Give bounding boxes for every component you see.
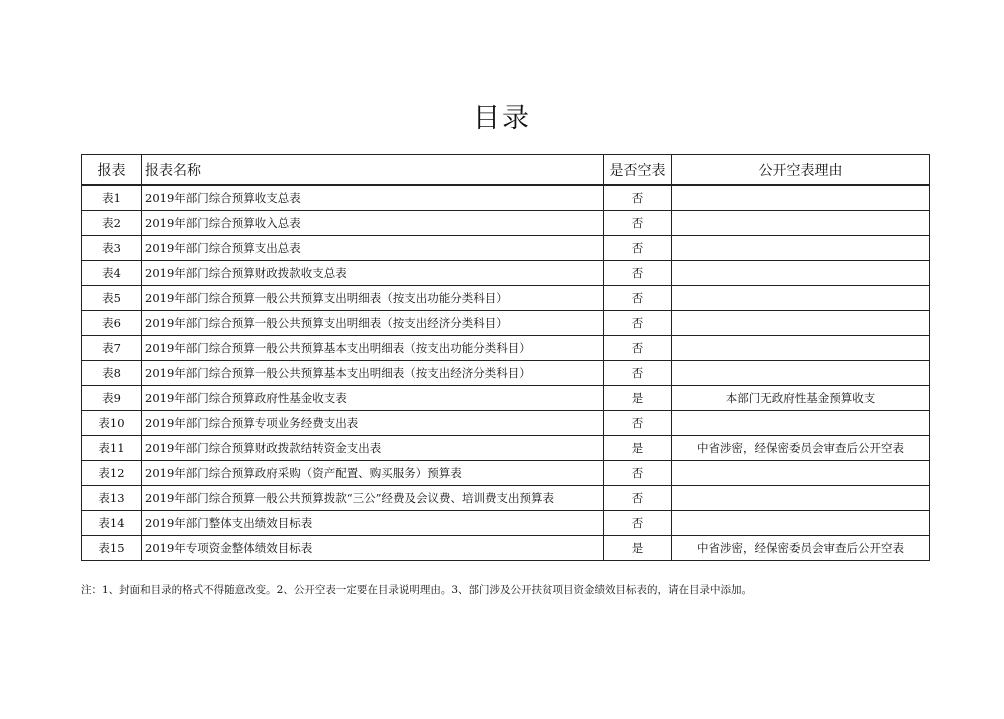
cell-empty-reason: 中省涉密，经保密委员会审查后公开空表: [672, 536, 930, 561]
cell-report-name: 2019年部门综合预算财政拨款结转资金支出表: [142, 436, 604, 461]
cell-report-name: 2019年部门综合预算专项业务经费支出表: [142, 411, 604, 436]
cell-report-no: 表11: [82, 436, 142, 461]
cell-report-name: 2019年部门综合预算财政拨款收支总表: [142, 261, 604, 286]
table-row: [82, 536, 930, 561]
cell-is-empty: 否: [604, 286, 672, 311]
cell-report-no: 表6: [82, 311, 142, 336]
cell-is-empty: 否: [604, 361, 672, 386]
footnote: 注：1、封面和目录的格式不得随意改变。2、公开空表一定要在目录说明理由。3、部门涉及公开扶贫项目资金绩效目标表的，请在目录中添加。: [81, 584, 753, 596]
cell-is-empty: 否: [604, 486, 672, 511]
cell-is-empty: 否: [604, 211, 672, 236]
cell-empty-reason: [672, 211, 930, 236]
cell-report-no: 表8: [82, 361, 142, 386]
table-header-row: [82, 155, 930, 186]
cell-empty-reason: 中省涉密，经保密委员会审查后公开空表: [672, 436, 930, 461]
table-row: [82, 411, 930, 436]
header-report-name: 报表名称: [142, 155, 604, 186]
cell-empty-reason: [672, 486, 930, 511]
table-row: [82, 211, 930, 236]
cell-report-no: 表7: [82, 336, 142, 361]
cell-is-empty: 否: [604, 185, 672, 211]
cell-empty-reason: [672, 261, 930, 286]
table-row: [82, 486, 930, 511]
cell-report-name: 2019年部门综合预算一般公共预算拨款“三公”经费及会议费、培训费支出预算表: [142, 486, 604, 511]
cell-report-no: 表10: [82, 411, 142, 436]
cell-empty-reason: 本部门无政府性基金预算收支: [672, 386, 930, 411]
table-row: [82, 461, 930, 486]
cell-report-name: 2019年部门综合预算政府采购（资产配置、购买服务）预算表: [142, 461, 604, 486]
table-row: [82, 386, 930, 411]
cell-empty-reason: [672, 411, 930, 436]
cell-empty-reason: [672, 185, 930, 211]
cell-is-empty: 否: [604, 336, 672, 361]
cell-report-name: 2019年部门综合预算支出总表: [142, 236, 604, 261]
cell-is-empty: 是: [604, 536, 672, 561]
cell-report-no: 表15: [82, 536, 142, 561]
cell-empty-reason: [672, 286, 930, 311]
cell-report-name: 2019年部门综合预算一般公共预算基本支出明细表（按支出功能分类科目）: [142, 336, 604, 361]
table-row: [82, 236, 930, 261]
cell-empty-reason: [672, 461, 930, 486]
cell-report-no: 表1: [82, 185, 142, 211]
cell-report-no: 表2: [82, 211, 142, 236]
cell-report-no: 表14: [82, 511, 142, 536]
header-is-empty: 是否空表: [604, 155, 672, 186]
cell-report-name: 2019年部门综合预算一般公共预算基本支出明细表（按支出经济分类科目）: [142, 361, 604, 386]
cell-report-name: 2019年部门综合预算一般公共预算支出明细表（按支出经济分类科目）: [142, 311, 604, 336]
cell-is-empty: 否: [604, 236, 672, 261]
cell-report-no: 表3: [82, 236, 142, 261]
cell-is-empty: 否: [604, 311, 672, 336]
table-row: [82, 286, 930, 311]
header-empty-reason: 公开空表理由: [672, 155, 930, 186]
cell-report-name: 2019年部门综合预算收支总表: [142, 185, 604, 211]
cell-report-name: 2019年部门综合预算一般公共预算支出明细表（按支出功能分类科目）: [142, 286, 604, 311]
table-row: [82, 436, 930, 461]
cell-empty-reason: [672, 511, 930, 536]
cell-report-name: 2019年部门整体支出绩效目标表: [142, 511, 604, 536]
table-row: [82, 261, 930, 286]
table-row: [82, 336, 930, 361]
table-row: [82, 361, 930, 386]
table-body: [82, 185, 930, 561]
page-title: 目录: [473, 103, 531, 134]
cell-report-no: 表5: [82, 286, 142, 311]
table-row: [82, 511, 930, 536]
cell-is-empty: 是: [604, 436, 672, 461]
catalog-table: [81, 154, 930, 561]
cell-report-no: 表9: [82, 386, 142, 411]
cell-report-name: 2019年部门综合预算收入总表: [142, 211, 604, 236]
cell-is-empty: 否: [604, 461, 672, 486]
cell-is-empty: 否: [604, 261, 672, 286]
cell-report-name: 2019年专项资金整体绩效目标表: [142, 536, 604, 561]
cell-empty-reason: [672, 311, 930, 336]
cell-report-no: 表4: [82, 261, 142, 286]
cell-is-empty: 否: [604, 511, 672, 536]
cell-is-empty: 否: [604, 411, 672, 436]
cell-empty-reason: [672, 336, 930, 361]
cell-report-no: 表13: [82, 486, 142, 511]
header-report-no: 报表: [82, 155, 142, 186]
cell-is-empty: 是: [604, 386, 672, 411]
table-row: [82, 311, 930, 336]
cell-empty-reason: [672, 361, 930, 386]
cell-report-no: 表12: [82, 461, 142, 486]
cell-empty-reason: [672, 236, 930, 261]
cell-report-name: 2019年部门综合预算政府性基金收支表: [142, 386, 604, 411]
table-row: [82, 185, 930, 211]
